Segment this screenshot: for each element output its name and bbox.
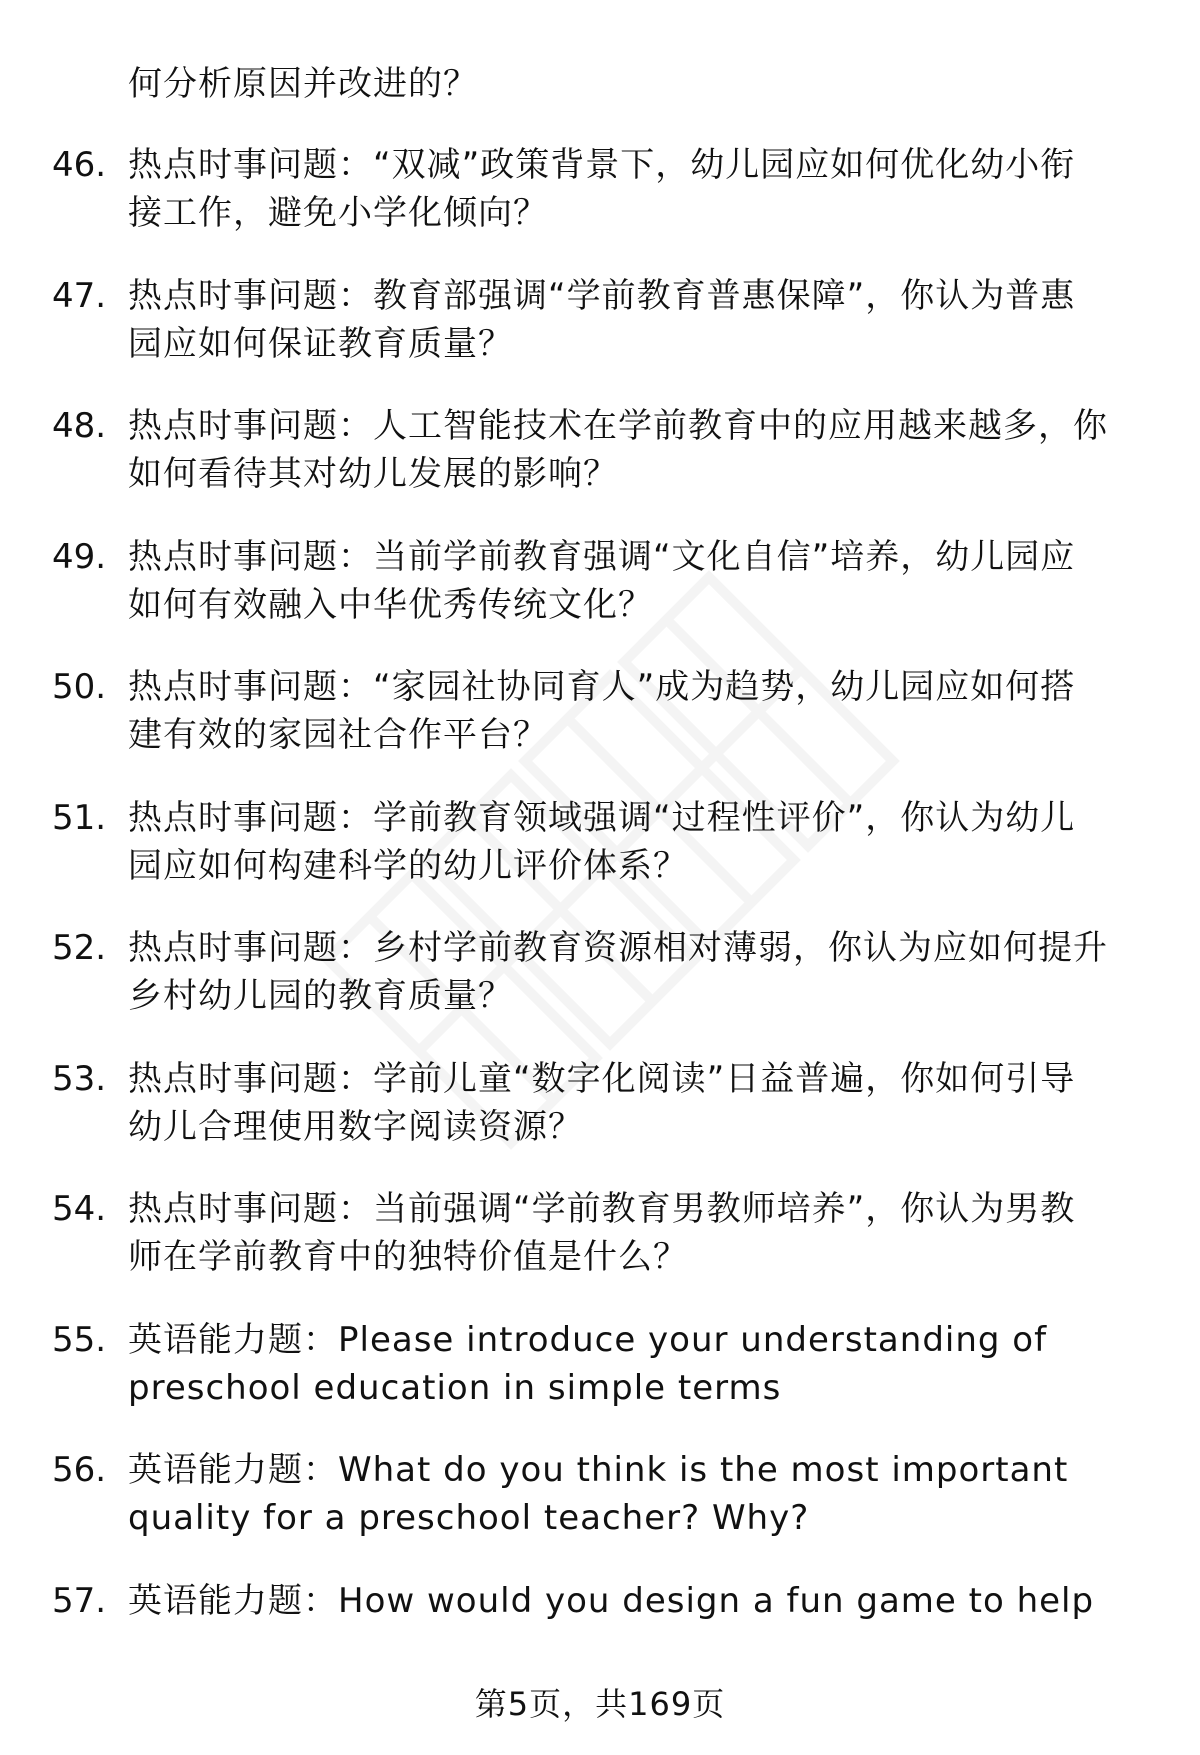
question-text-line: 热点时事问题：“双减”政策背景下，幼儿园应如何优化幼小衔: [128, 145, 1076, 185]
page-footer: 第5页，共169页: [474, 1685, 726, 1723]
question-text: [128, 1185, 1138, 1281]
question-text: [128, 663, 1138, 759]
question-list: [0, 141, 1200, 1707]
question-text-line: 热点时事问题：当前强调“学前教育男教师培养”，你认为男教: [128, 1189, 1076, 1229]
question-number: 49.: [52, 536, 107, 577]
question-text-line: 热点时事问题：人工智能技术在学前教育中的应用越来越多，你: [128, 406, 1108, 446]
question-text: [128, 924, 1138, 1020]
question-text: [128, 272, 1138, 368]
question-text: [128, 794, 1138, 890]
question-item: [0, 1446, 1200, 1577]
question-number: 51.: [52, 797, 107, 838]
question-text-line: 英语能力题：What do you think is the most important: [128, 1450, 1069, 1490]
question-text-line: 如何有效融入中华优秀传统文化？: [128, 584, 653, 625]
question-number: 54.: [52, 1189, 107, 1229]
question-text: [128, 1446, 1138, 1542]
question-number: 48.: [52, 406, 107, 446]
question-text-line: 热点时事问题：乡村学前教育资源相对薄弱，你认为应如何提升: [128, 928, 1108, 968]
question-number: 55.: [52, 1319, 107, 1360]
question-text-line: 园应如何构建科学的幼儿评价体系？: [128, 845, 688, 886]
question-text-line: 热点时事问题：学前教育领域强调“过程性评价”，你认为幼儿: [128, 797, 1076, 838]
question-number: 47.: [52, 275, 107, 316]
question-text-line: preschool education in simple terms: [128, 1367, 782, 1408]
question-text: [128, 1055, 1138, 1151]
question-text-line: quality for a preschool teacher? Why?: [128, 1498, 810, 1538]
question-number: 56.: [52, 1450, 107, 1490]
question-text-line: 热点时事问题：当前学前教育强调“文化自信”培养，幼儿园应: [128, 536, 1076, 577]
question-text-line: 热点时事问题：教育部强调“学前教育普惠保障”，你认为普惠: [128, 275, 1076, 316]
question-text: [128, 141, 1138, 237]
question-item: [0, 924, 1200, 1055]
question-text-line: 英语能力题：How would you design a fun game to help: [128, 1580, 1095, 1621]
question-item: [0, 533, 1200, 664]
question-item: [0, 1055, 1200, 1186]
question-text-line: 幼儿合理使用数字阅读资源？: [128, 1106, 583, 1147]
question-text-line: 园应如何保证教育质量？: [128, 323, 513, 364]
question-item: [0, 272, 1200, 403]
question-item: [0, 1185, 1200, 1316]
question-item: [0, 141, 1200, 272]
question-text: [128, 533, 1138, 629]
question-number: 57.: [52, 1580, 107, 1621]
question-text-line: 热点时事问题：学前儿童“数字化阅读”日益普遍，你如何引导: [128, 1058, 1076, 1099]
question-text-line: 热点时事问题：“家园社协同育人”成为趋势，幼儿园应如何搭: [128, 667, 1076, 707]
question-number: 46.: [52, 145, 107, 185]
question-item: [0, 794, 1200, 925]
question-item: [0, 402, 1200, 533]
question-text-line: 接工作，避免小学化倾向？: [128, 193, 548, 233]
continuation-text: 何分析原因并改进的？: [128, 64, 478, 104]
question-number: 53.: [52, 1058, 107, 1099]
question-text-line: 建有效的家园社合作平台？: [128, 715, 548, 755]
question-item: [0, 1316, 1200, 1447]
question-text-line: 乡村幼儿园的教育质量？: [128, 976, 513, 1016]
question-number: 52.: [52, 928, 107, 968]
question-text-line: 如何看待其对幼儿发展的影响？: [128, 454, 618, 494]
question-number: 50.: [52, 667, 107, 707]
question-text-line: 英语能力题：Please introduce your understanding of: [128, 1319, 1048, 1360]
question-text-line: 师在学前教育中的独特价值是什么？: [128, 1237, 688, 1277]
question-text: [128, 1316, 1138, 1412]
question-text: [128, 1577, 1138, 1625]
question-text: [128, 402, 1138, 498]
question-item: [0, 663, 1200, 794]
